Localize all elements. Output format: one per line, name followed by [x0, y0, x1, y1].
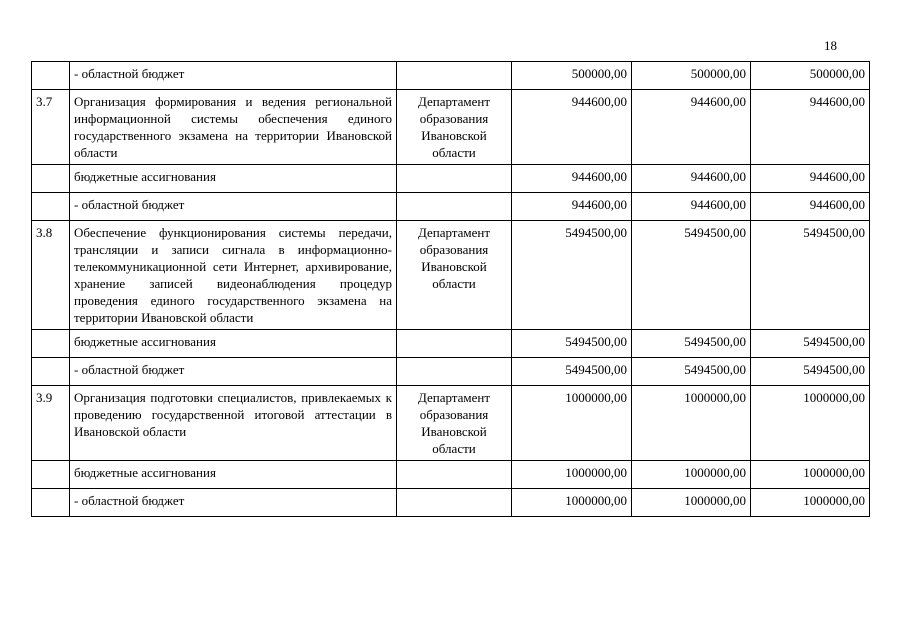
row-number — [32, 193, 70, 221]
table-row — [32, 489, 870, 517]
row-value-2: 1000000,00 — [632, 461, 751, 489]
row-department — [397, 489, 512, 517]
table-row — [32, 386, 870, 461]
row-department: Департамент образования Ивановской области — [397, 386, 512, 461]
row-department — [397, 330, 512, 358]
row-number — [32, 330, 70, 358]
row-department — [397, 461, 512, 489]
row-value-3: 1000000,00 — [751, 489, 870, 517]
row-value-3: 5494500,00 — [751, 330, 870, 358]
row-department — [397, 358, 512, 386]
row-value-1: 1000000,00 — [512, 461, 632, 489]
row-description: Обеспечение функционирования системы передачи, трансляции и записи сигнала в информационно-телекоммуникационной сети Интернет, архивирование, хранение записей видеонаблюдения процедур проведения единого государственного экзамена на территории Ивановской области — [70, 221, 397, 330]
row-number — [32, 489, 70, 517]
page-number: 18 — [824, 38, 837, 53]
row-description: - областной бюджет — [70, 62, 397, 90]
budget-table — [31, 61, 870, 517]
row-value-1: 1000000,00 — [512, 386, 632, 461]
table-row — [32, 221, 870, 330]
row-value-2: 5494500,00 — [632, 221, 751, 330]
row-value-1: 5494500,00 — [512, 221, 632, 330]
row-value-2: 944600,00 — [632, 165, 751, 193]
row-value-3: 1000000,00 — [751, 386, 870, 461]
row-department: Департамент образования Ивановской области — [397, 221, 512, 330]
row-number — [32, 165, 70, 193]
row-value-1: 500000,00 — [512, 62, 632, 90]
row-department — [397, 165, 512, 193]
row-number: 3.7 — [32, 90, 70, 165]
row-description: - областной бюджет — [70, 489, 397, 517]
row-value-2: 5494500,00 — [632, 358, 751, 386]
row-value-2: 944600,00 — [632, 193, 751, 221]
row-department — [397, 193, 512, 221]
row-description: бюджетные ассигнования — [70, 461, 397, 489]
table-row — [32, 165, 870, 193]
table-row — [32, 330, 870, 358]
row-value-2: 1000000,00 — [632, 489, 751, 517]
row-description: - областной бюджет — [70, 358, 397, 386]
row-value-3: 5494500,00 — [751, 358, 870, 386]
row-value-3: 944600,00 — [751, 90, 870, 165]
row-number — [32, 461, 70, 489]
row-value-3: 1000000,00 — [751, 461, 870, 489]
row-value-1: 944600,00 — [512, 165, 632, 193]
row-department — [397, 62, 512, 90]
row-value-3: 500000,00 — [751, 62, 870, 90]
row-value-3: 944600,00 — [751, 193, 870, 221]
table-row — [32, 358, 870, 386]
row-value-1: 944600,00 — [512, 90, 632, 165]
row-value-2: 1000000,00 — [632, 386, 751, 461]
table-row — [32, 193, 870, 221]
row-number — [32, 358, 70, 386]
row-description: бюджетные ассигнования — [70, 165, 397, 193]
row-number — [32, 62, 70, 90]
row-value-1: 5494500,00 — [512, 358, 632, 386]
row-value-3: 944600,00 — [751, 165, 870, 193]
row-value-1: 1000000,00 — [512, 489, 632, 517]
row-description: - областной бюджет — [70, 193, 397, 221]
row-number: 3.8 — [32, 221, 70, 330]
table-row — [32, 90, 870, 165]
row-value-2: 5494500,00 — [632, 330, 751, 358]
row-description: Организация подготовки специалистов, привлекаемых к проведению государственной итоговой аттестации в Ивановской области — [70, 386, 397, 461]
row-value-2: 500000,00 — [632, 62, 751, 90]
row-number: 3.9 — [32, 386, 70, 461]
row-value-3: 5494500,00 — [751, 221, 870, 330]
table-row — [32, 62, 870, 90]
row-value-1: 944600,00 — [512, 193, 632, 221]
row-value-2: 944600,00 — [632, 90, 751, 165]
row-description: бюджетные ассигнования — [70, 330, 397, 358]
row-description: Организация формирования и ведения региональной информационной системы обеспечения единого государственного экзамена на территории Ивановской области — [70, 90, 397, 165]
table-row — [32, 461, 870, 489]
row-department: Департамент образования Ивановской области — [397, 90, 512, 165]
row-value-1: 5494500,00 — [512, 330, 632, 358]
